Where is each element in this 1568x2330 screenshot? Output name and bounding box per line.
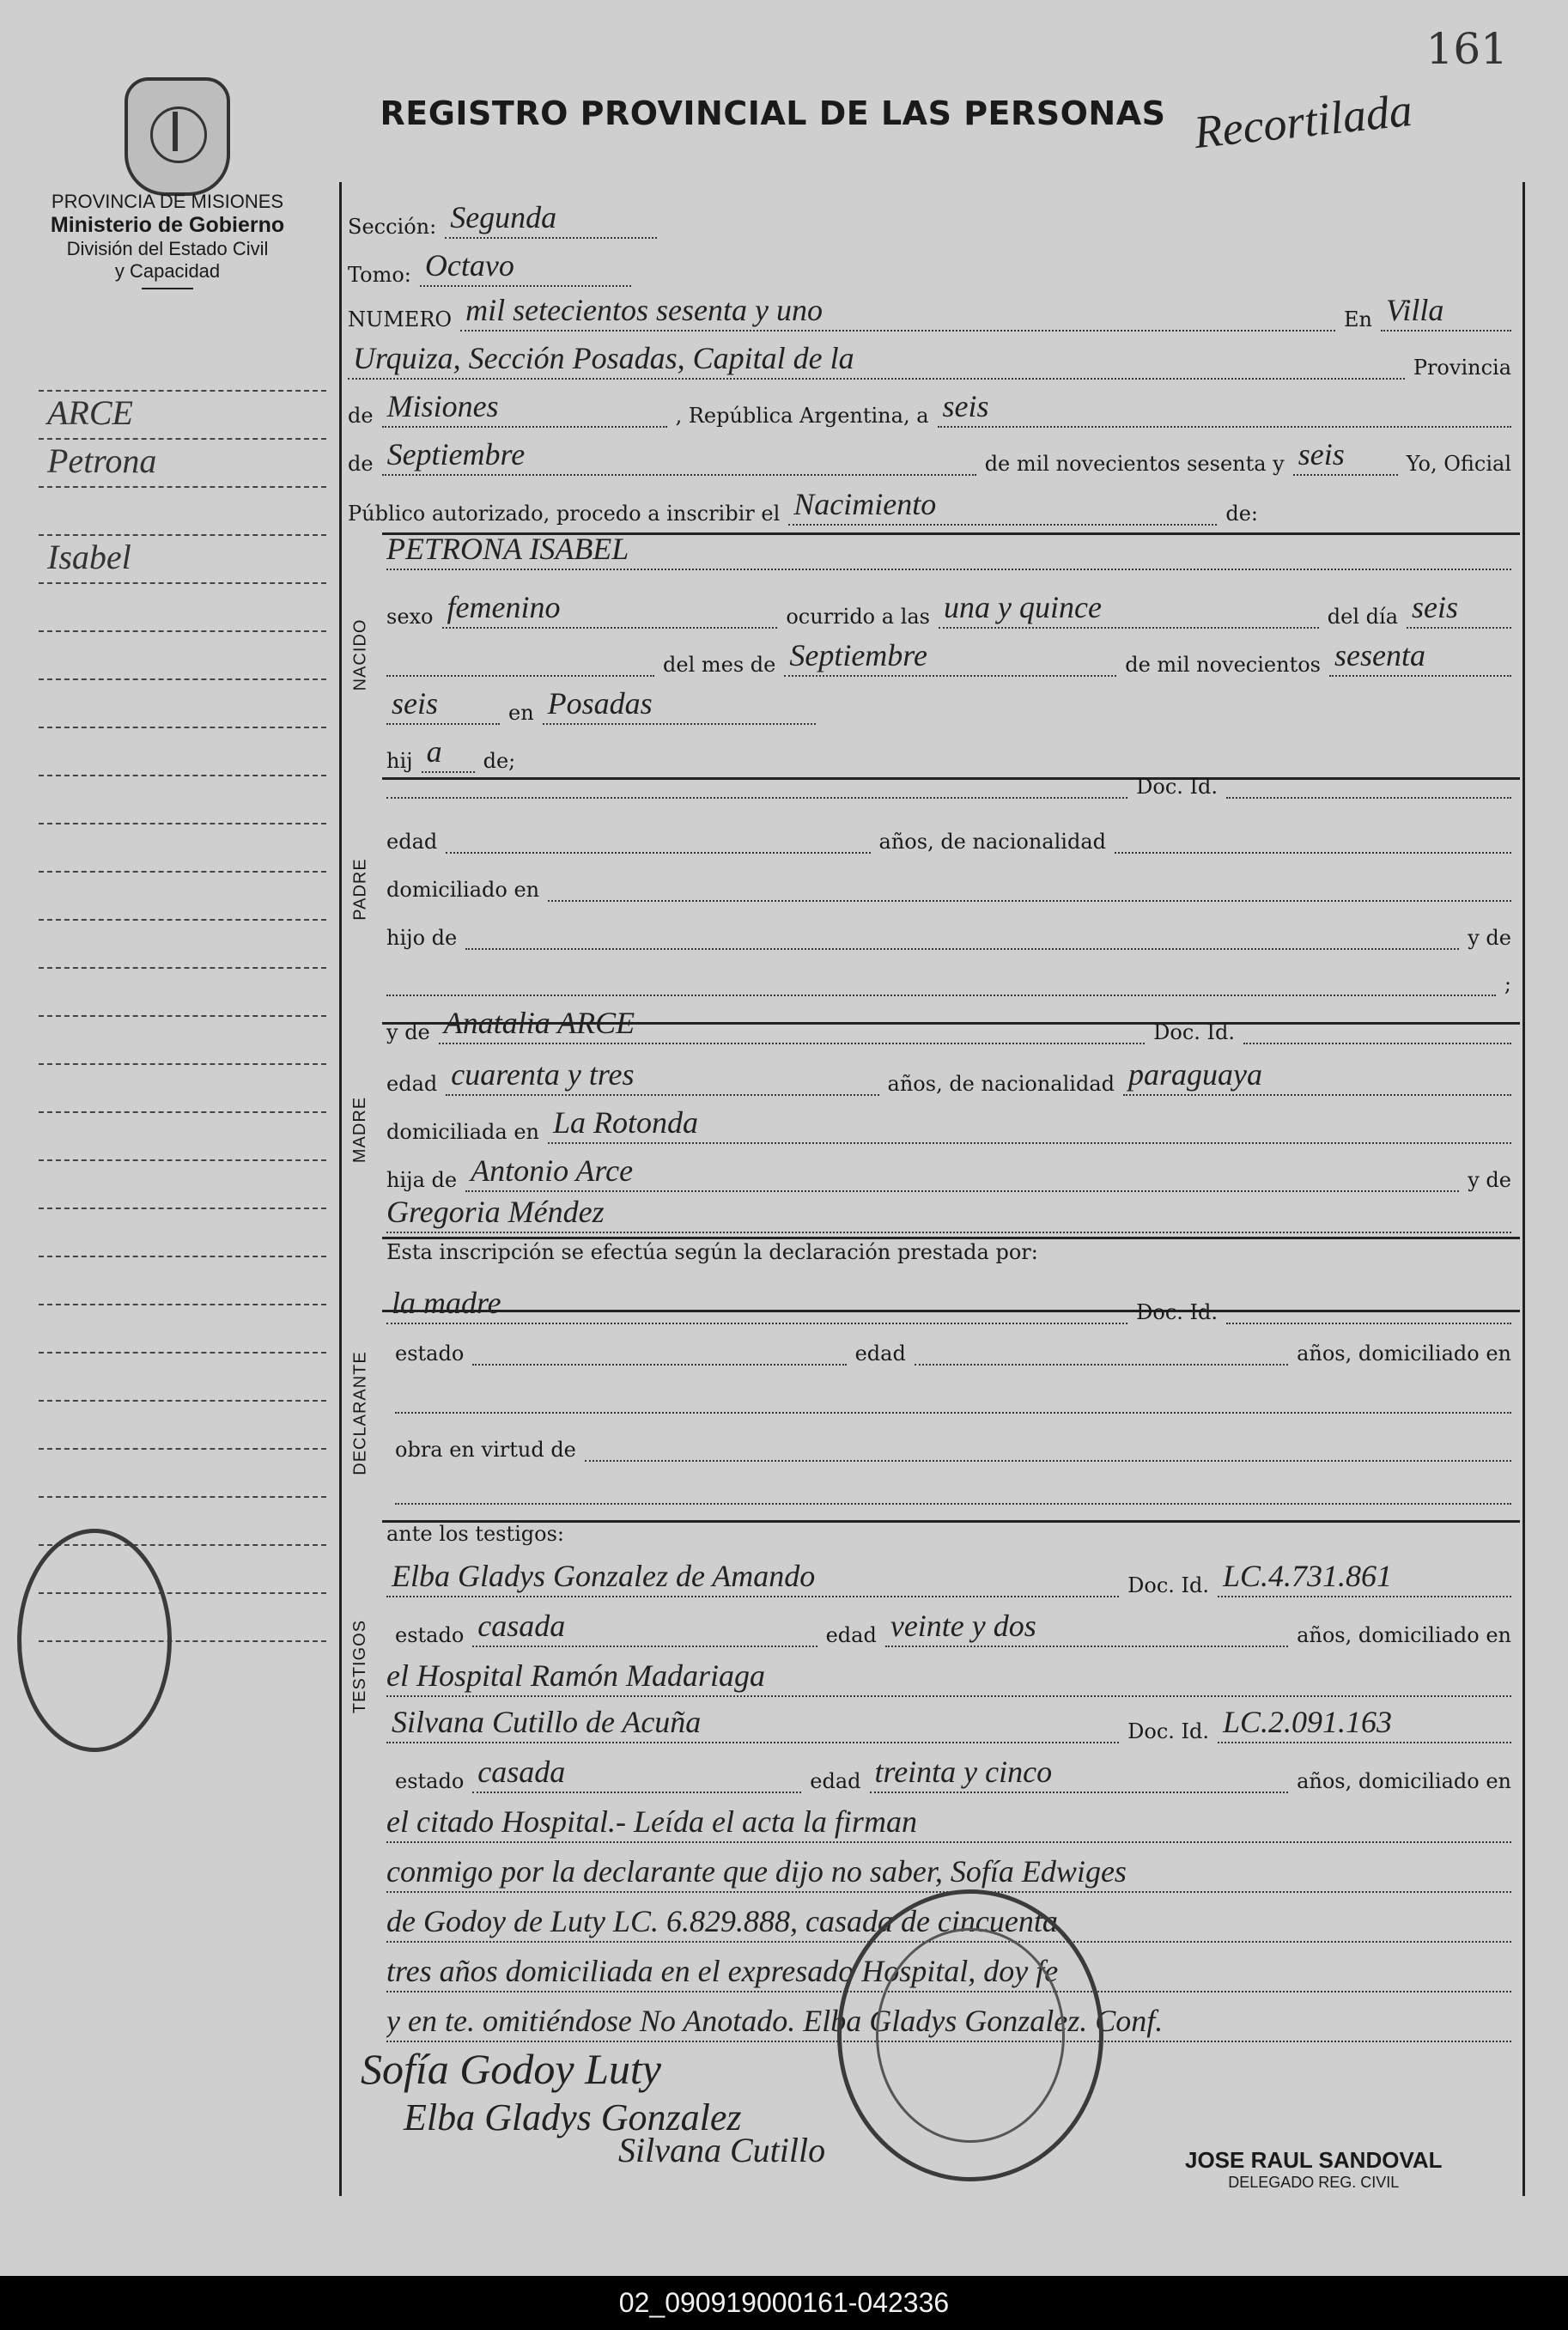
field-mes-acto: Septiembre	[382, 436, 976, 476]
label: domiciliado en	[386, 878, 540, 902]
label: años, domiciliado en	[1297, 1769, 1512, 1793]
field-padre-domicilio	[548, 873, 1511, 902]
section-title: MADRE	[350, 1096, 370, 1163]
section-label-padre	[339, 777, 382, 1001]
row-padre-nombre	[386, 770, 1511, 799]
row-seccion	[348, 199, 657, 239]
field-padre-nombre	[386, 770, 1127, 799]
row-padre-hijo	[386, 921, 1511, 950]
label: años, de nacionalidad	[878, 830, 1106, 854]
field-observaciones-3: tres años domiciliada en el expresado Hospital, doy fe	[386, 1953, 1511, 1992]
row-declarante-estado	[395, 1336, 1511, 1366]
field-blank	[386, 648, 654, 677]
section-title: TESTIGOS	[350, 1619, 370, 1713]
field-declarante-edad	[915, 1336, 1288, 1366]
label: Doc. Id.	[1153, 1020, 1235, 1044]
row-acto	[348, 486, 1258, 526]
label: Doc. Id.	[1127, 1573, 1209, 1597]
field-padre-nacionalidad	[1115, 824, 1511, 854]
field-madre-nacionalidad: paraguaya	[1123, 1056, 1511, 1096]
margin-line	[39, 344, 326, 392]
label: años, domiciliado en	[1297, 1623, 1511, 1647]
official-name: JOSE RAUL SANDOVAL	[1185, 2147, 1443, 2173]
recorded-stamp: Recortilada	[1191, 83, 1415, 159]
field-nacido-nombre: PETRONA ISABEL	[386, 531, 1511, 570]
field-declarante-obra	[585, 1433, 1511, 1462]
official-stamp	[1185, 2147, 1443, 2192]
field-lugar1: Villa	[1381, 292, 1511, 332]
field-madre-padre: Antonio Arce	[465, 1153, 1459, 1192]
row-madre-domicilio	[386, 1104, 1511, 1144]
row-lugar	[348, 340, 1511, 380]
field-madre-madre: Gregoria Méndez	[386, 1194, 1511, 1233]
label: ;	[1504, 972, 1511, 996]
row-nacido-lugar	[386, 685, 816, 725]
signature-testigo2: Silvana Cutillo	[618, 2131, 826, 2169]
row-declarante-nombre	[386, 1285, 1511, 1324]
margin-line	[39, 632, 326, 680]
issuing-office	[17, 191, 318, 289]
row-padre-domicilio	[386, 873, 1511, 902]
label: Doc. Id.	[1127, 1719, 1209, 1743]
field-testigo1-estado: casada	[472, 1608, 817, 1647]
section-label-declarante	[339, 1310, 382, 1516]
row-testigo2-nombre	[386, 1704, 1511, 1743]
row-padre-edad	[386, 824, 1511, 854]
margin-line	[39, 536, 326, 584]
section-divider	[382, 1237, 1520, 1239]
field-madre-doc	[1243, 1015, 1511, 1044]
field-testigo1-edad: veinte y dos	[885, 1608, 1288, 1647]
row-testigo1-estado	[395, 1608, 1511, 1647]
field-padre-doc	[1226, 770, 1511, 799]
margin-line	[39, 1257, 326, 1305]
page-number: 161	[1425, 24, 1508, 74]
margin-line	[39, 969, 326, 1017]
label: Doc. Id.	[1136, 1300, 1218, 1324]
label: hija de	[386, 1168, 458, 1192]
row-nacido-mes	[386, 637, 1511, 677]
row-padre-blank	[386, 967, 1511, 996]
field-dia-acto: seis	[938, 388, 1511, 428]
field-provincia: Misiones	[382, 388, 667, 428]
field-blank	[386, 967, 1496, 996]
section-title: NACIDO	[350, 618, 370, 691]
label: de	[348, 452, 374, 476]
field-madre-edad: cuarenta y tres	[446, 1056, 878, 1096]
margin-line	[39, 1065, 326, 1113]
label: Tomo:	[348, 263, 411, 287]
row-nacido-sexo	[386, 589, 1511, 629]
margin-line	[39, 1209, 326, 1257]
row-declarante-domicilio	[395, 1384, 1511, 1414]
official-seal	[837, 1889, 1103, 2181]
label: edad	[810, 1769, 861, 1793]
field-observaciones-1: conmigo por la declarante que dijo no saber, Sofía Edwiges	[386, 1853, 1511, 1893]
margin-line	[39, 1161, 326, 1209]
label: de:	[1225, 502, 1258, 526]
label: domiciliada en	[386, 1120, 539, 1144]
label: Yo, Oficial	[1406, 452, 1511, 476]
field-testigo2-nombre: Silvana Cutillo de Acuña	[386, 1704, 1119, 1743]
label: En	[1344, 307, 1372, 332]
row-madre-nombre	[386, 1005, 1511, 1044]
label: edad	[386, 1072, 438, 1096]
province-name: PROVINCIA DE MISIONES	[51, 191, 284, 212]
label: estado	[395, 1341, 465, 1366]
label: de;	[483, 749, 516, 773]
row-madre-edad	[386, 1056, 1511, 1096]
document-title: REGISTRO PROVINCIAL DE LAS PERSONAS	[380, 94, 1166, 132]
margin-middle-name: Isabel	[47, 538, 131, 576]
label: estado	[395, 1623, 465, 1647]
label: Sección:	[348, 215, 437, 239]
label: edad	[386, 830, 438, 854]
label: del día	[1327, 605, 1399, 629]
field-testigo2-domicilio: el citado Hospital.- Leída el acta la firman	[386, 1804, 1511, 1843]
label: edad	[854, 1341, 906, 1366]
row-testigo2-estado	[395, 1754, 1511, 1793]
label: obra en virtud de	[395, 1438, 576, 1462]
label: ocurrido a las	[786, 605, 930, 629]
field-hora: una y quince	[939, 589, 1319, 629]
label: sexo	[386, 605, 434, 629]
division-name: División del Estado Civil	[66, 238, 269, 259]
ministry-name: Ministerio de Gobierno	[50, 213, 285, 237]
field-lugar2: Urquiza, Sección Posadas, Capital de la	[348, 340, 1405, 380]
division-name-2: y Capacidad	[114, 260, 221, 282]
field-seccion: Segunda	[445, 199, 657, 239]
field-numero: mil setecientos sesenta y uno	[460, 292, 1335, 332]
field-sexo: femenino	[442, 589, 778, 629]
divider	[142, 288, 193, 289]
field-testigo1-doc: LC.4.731.861	[1218, 1558, 1511, 1597]
margin-line	[39, 824, 326, 873]
label: edad	[825, 1623, 877, 1647]
field-declarante-nombre: la madre	[386, 1285, 1127, 1324]
field-testigo1-nombre: Elba Gladys Gonzalez de Amando	[386, 1558, 1119, 1597]
label: y de	[1468, 926, 1511, 950]
field-padre-hijo-de	[465, 921, 1459, 950]
row-madre-hija	[386, 1153, 1511, 1192]
field-anio-acto: seis	[1293, 436, 1398, 476]
field-lugar-nacimiento: Posadas	[543, 685, 816, 725]
label: hijo de	[386, 926, 458, 950]
margin-line	[39, 392, 326, 440]
section-title: PADRE	[350, 857, 370, 921]
margin-line	[39, 440, 326, 488]
section-label-madre	[339, 1022, 382, 1237]
signature-testigo1: Elba Gladys Gonzalez	[404, 2096, 742, 2138]
label: ante los testigos:	[386, 1522, 565, 1546]
field-hijo-suffix: a	[422, 733, 475, 773]
margin-line	[39, 680, 326, 728]
label: estado	[395, 1769, 465, 1793]
label: , República Argentina, a	[675, 404, 929, 428]
margin-surname: ARCE	[47, 393, 133, 432]
image-id-caption: 02_090919000161-042336	[0, 2276, 1568, 2330]
field-padre-edad	[446, 824, 870, 854]
row-provincia	[348, 388, 1511, 428]
section-title: DECLARANTE	[350, 1350, 370, 1475]
left-margin-seal	[17, 1529, 172, 1752]
row-fecha	[348, 436, 1511, 476]
field-mes: Septiembre	[784, 637, 1116, 677]
row-declarante-obra	[395, 1433, 1511, 1462]
declaration-statement: Esta inscripción se efectúa según la declaración prestada por:	[386, 1240, 1038, 1264]
field-anio: sesenta	[1329, 637, 1511, 677]
row-declarante-blank	[395, 1475, 1511, 1505]
field-anio2: seis	[386, 685, 500, 725]
label: hij	[386, 749, 413, 773]
row-tomo	[348, 247, 631, 287]
row-testigo1-nombre	[386, 1558, 1511, 1597]
row-nacido-hijo	[386, 733, 601, 773]
signature-declarante: Sofía Godoy Luty	[361, 2045, 661, 2093]
label: de mil novecientos	[1125, 653, 1321, 677]
margin-line	[39, 1017, 326, 1065]
label: años, domiciliado en	[1297, 1341, 1511, 1366]
margin-line	[39, 1354, 326, 1402]
field-testigo1-domicilio: el Hospital Ramón Madariaga	[386, 1658, 1511, 1697]
field-observaciones-4: y en te. omitiéndose No Anotado. Elba Gladys Gonzalez. Conf.	[386, 2003, 1511, 2042]
label: Doc. Id.	[1136, 775, 1218, 799]
margin-line	[39, 873, 326, 921]
margin-line	[39, 1450, 326, 1498]
label: Provincia	[1413, 356, 1511, 380]
label: de mil novecientos sesenta y	[984, 452, 1285, 476]
field-testigo2-edad: treinta y cinco	[870, 1754, 1289, 1793]
label: del mes de	[663, 653, 776, 677]
margin-line	[39, 921, 326, 969]
field-declarante-estado	[472, 1336, 846, 1366]
margin-index	[39, 344, 326, 1642]
row-declaracion	[386, 1240, 1245, 1264]
field-acto: Nacimiento	[788, 486, 1217, 526]
label: años, de nacionalidad	[887, 1072, 1115, 1096]
label: y de	[1468, 1168, 1511, 1192]
label: de	[348, 404, 374, 428]
field-dia: seis	[1407, 589, 1511, 629]
field-blank	[395, 1475, 1511, 1505]
field-testigo2-estado: casada	[472, 1754, 801, 1793]
section-label-testigos	[339, 1537, 382, 1795]
field-tomo: Octavo	[420, 247, 631, 287]
section-label-nacido	[339, 532, 382, 777]
margin-line	[39, 488, 326, 536]
field-testigo2-doc: LC.2.091.163	[1218, 1704, 1511, 1743]
margin-first-name: Petrona	[47, 441, 157, 480]
row-testigos-label	[386, 1522, 730, 1546]
label: en	[508, 701, 534, 725]
field-observaciones-2: de Godoy de Luty LC. 6.829.888, casada de cincuenta	[386, 1903, 1511, 1943]
label: Público autorizado, procedo a inscribir el	[348, 502, 781, 526]
margin-line	[39, 1113, 326, 1161]
margin-line	[39, 1305, 326, 1354]
margin-line	[39, 728, 326, 776]
label: NUMERO	[348, 307, 453, 332]
official-role: DELEGADO REG. CIVIL	[1228, 2174, 1400, 2191]
coat-of-arms-icon	[125, 77, 230, 196]
field-declarante-domicilio	[395, 1384, 1511, 1414]
label: y de	[386, 1020, 430, 1044]
field-declarante-doc	[1226, 1295, 1511, 1324]
field-madre-nombre: Anatalia ARCE	[439, 1005, 1145, 1044]
margin-line	[39, 1402, 326, 1450]
margin-line	[39, 584, 326, 632]
margin-line	[39, 776, 326, 824]
field-madre-domicilio: La Rotonda	[548, 1104, 1511, 1144]
row-numero	[348, 292, 1511, 332]
